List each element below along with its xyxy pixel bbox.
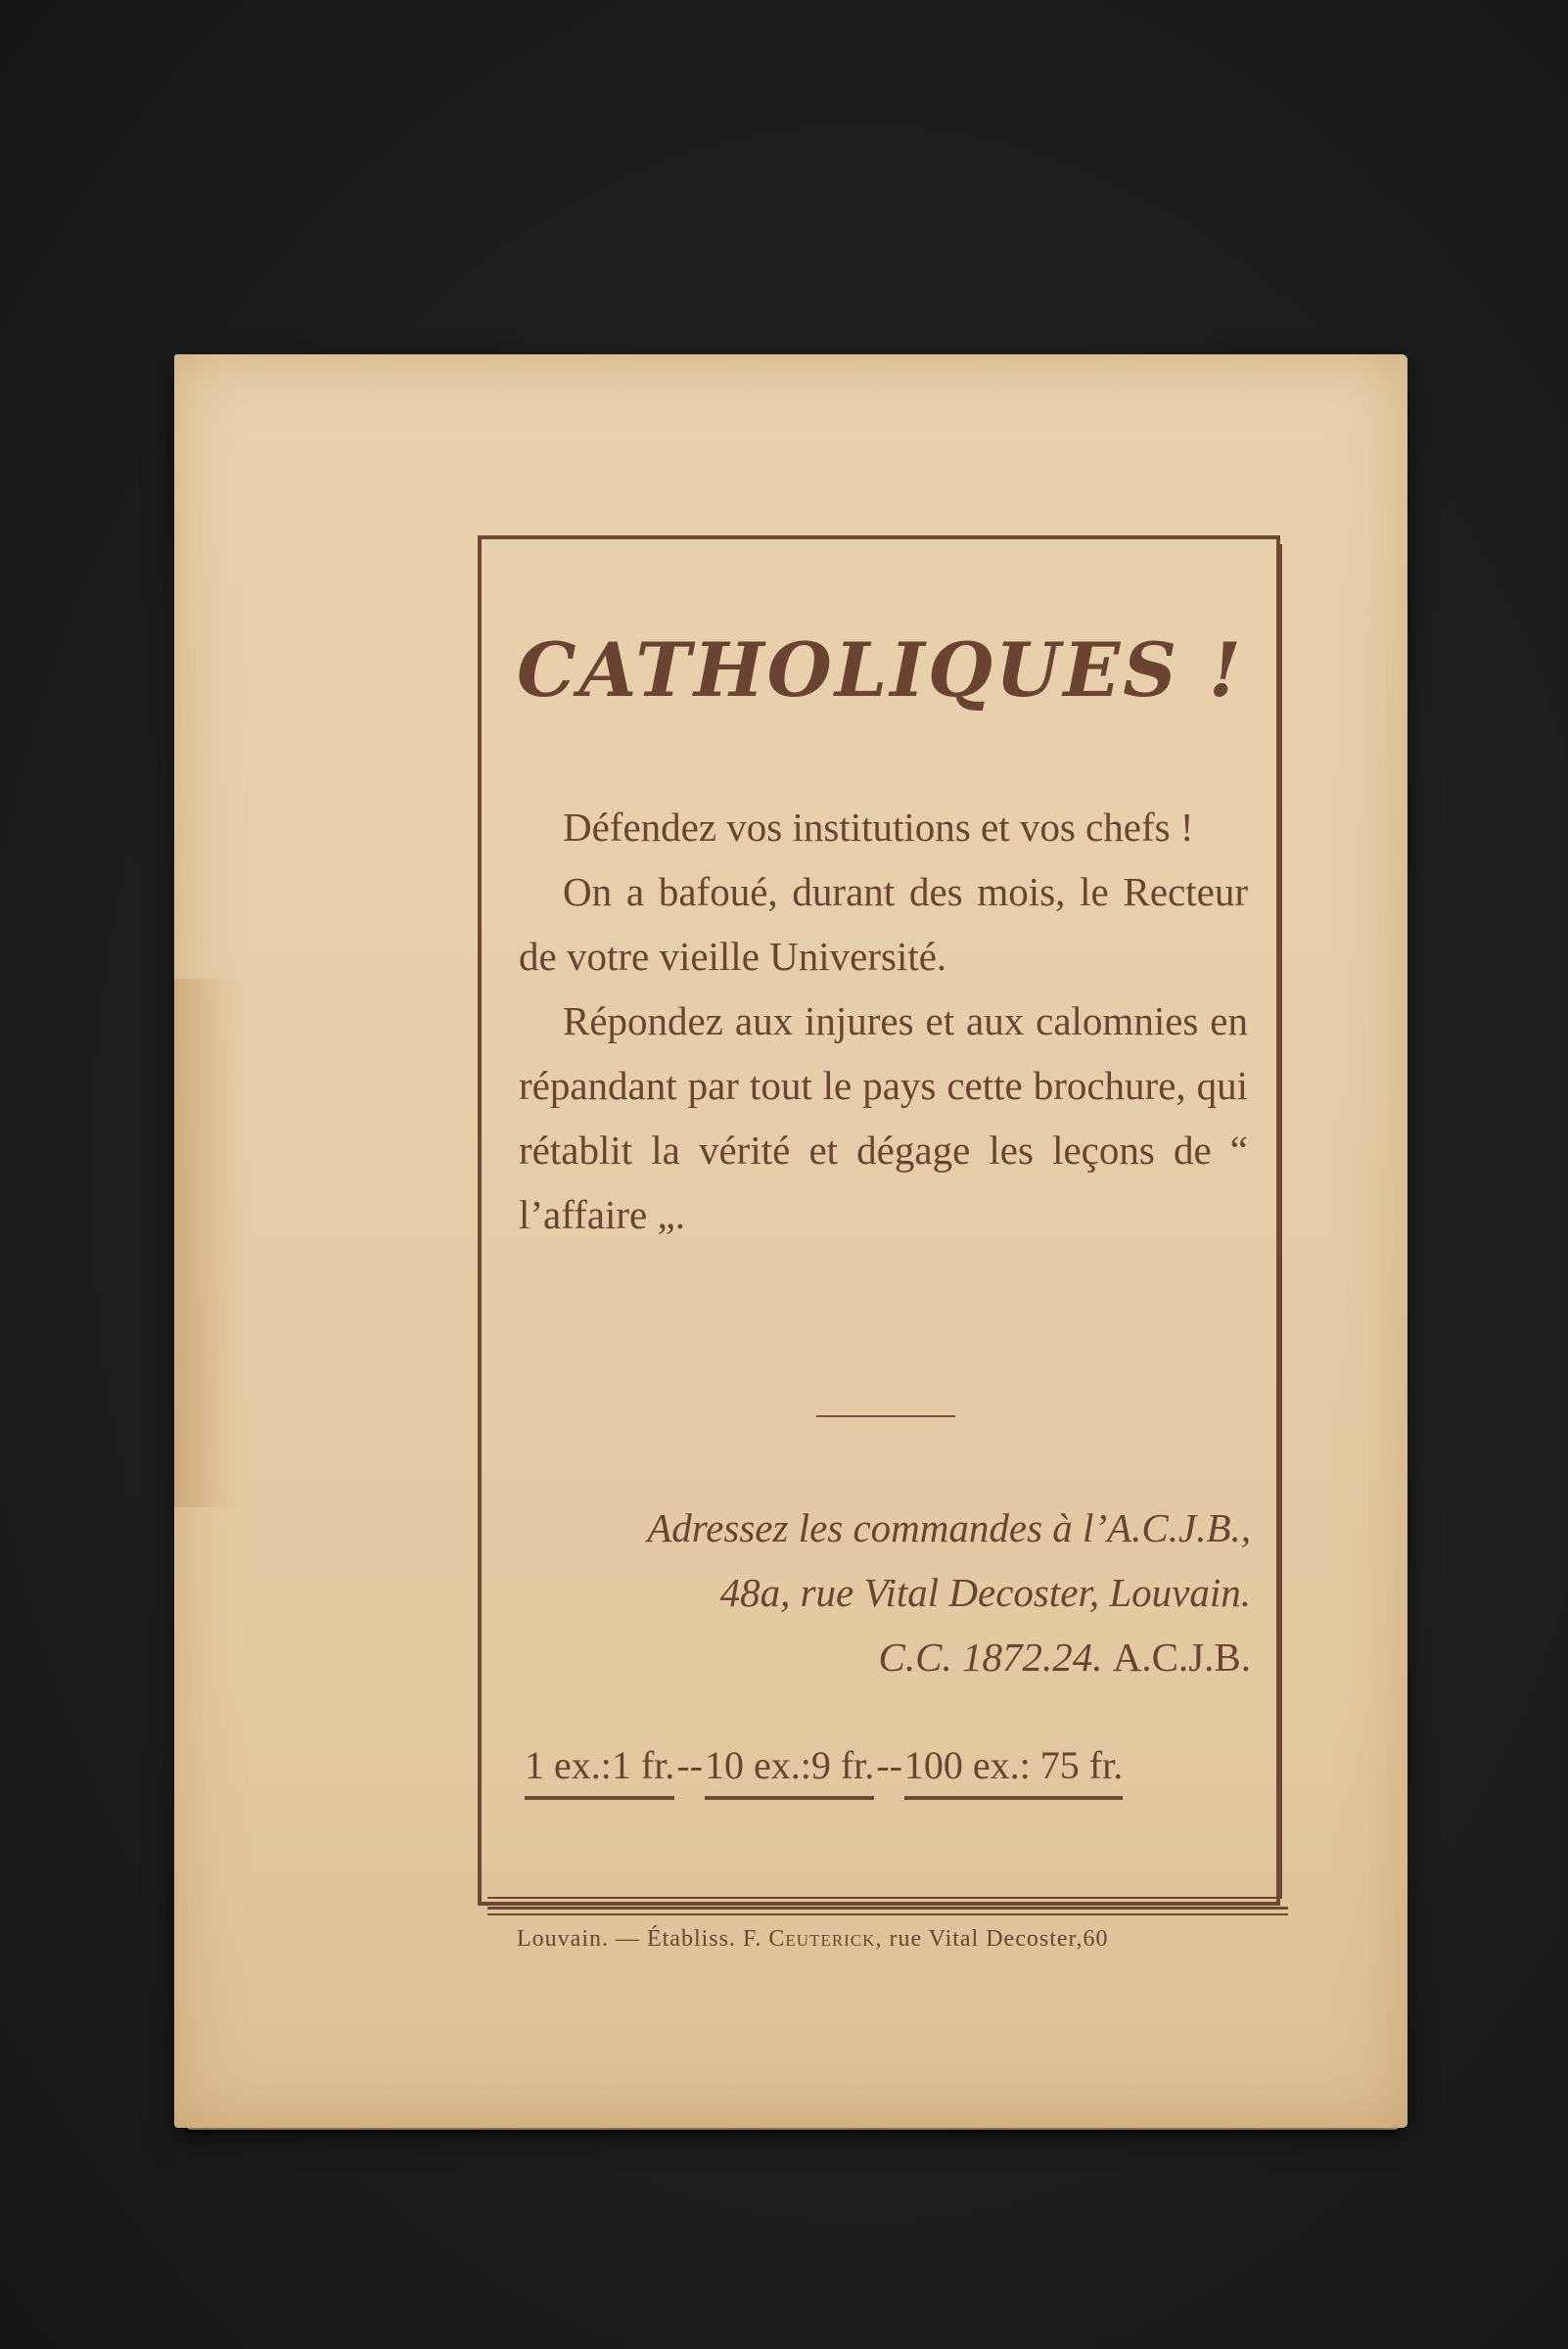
paragraph-respond: Répondez aux injures et aux calomnies en répandant par tout le pays cette brochure, qui rétablit la vérité et dégage les leçons de “ l’affaire „. (519, 998, 1248, 1237)
order-address (517, 1496, 1251, 1689)
section-divider (816, 1415, 955, 1417)
paragraph-rector: On a bafoué, durant des mois, le Recteur de votre vieille Université. (519, 869, 1248, 979)
appeal-text (519, 795, 1248, 1247)
price-hundred: 100 ex.: 75 fr. (904, 1742, 1123, 1800)
page-title: CATHOLIQUES ! (517, 626, 1244, 714)
address-line-account (517, 1625, 1251, 1689)
account-number: C.C. 1872.24. (878, 1635, 1103, 1680)
paper-stain (174, 979, 243, 1507)
imprint-printer-name: Ceuterick (768, 1926, 876, 1952)
paragraph-defend: Défendez vos institutions et vos chefs ! (563, 805, 1194, 850)
bottom-rule (487, 1907, 1288, 1910)
price-list (525, 1742, 1259, 1800)
bottom-rule-secondary (487, 1913, 1288, 1915)
account-org: A.C.J.B. (1112, 1635, 1251, 1680)
price-separator: -- (876, 1743, 902, 1787)
price-ten: 10 ex.:9 fr. (705, 1742, 874, 1800)
price-single: 1 ex.:1 fr. (525, 1742, 674, 1800)
printer-imprint (517, 1926, 1270, 1953)
address-line-orders: Adressez les commandes à l’A.C.J.B., (647, 1505, 1251, 1550)
imprint-prefix: Louvain. — Établiss. F. (517, 1926, 762, 1952)
price-separator: -- (676, 1743, 703, 1787)
imprint-suffix: , rue Vital Decoster,60 (875, 1926, 1109, 1952)
address-line-street: 48a, rue Vital Decoster, Louvain. (719, 1570, 1251, 1615)
